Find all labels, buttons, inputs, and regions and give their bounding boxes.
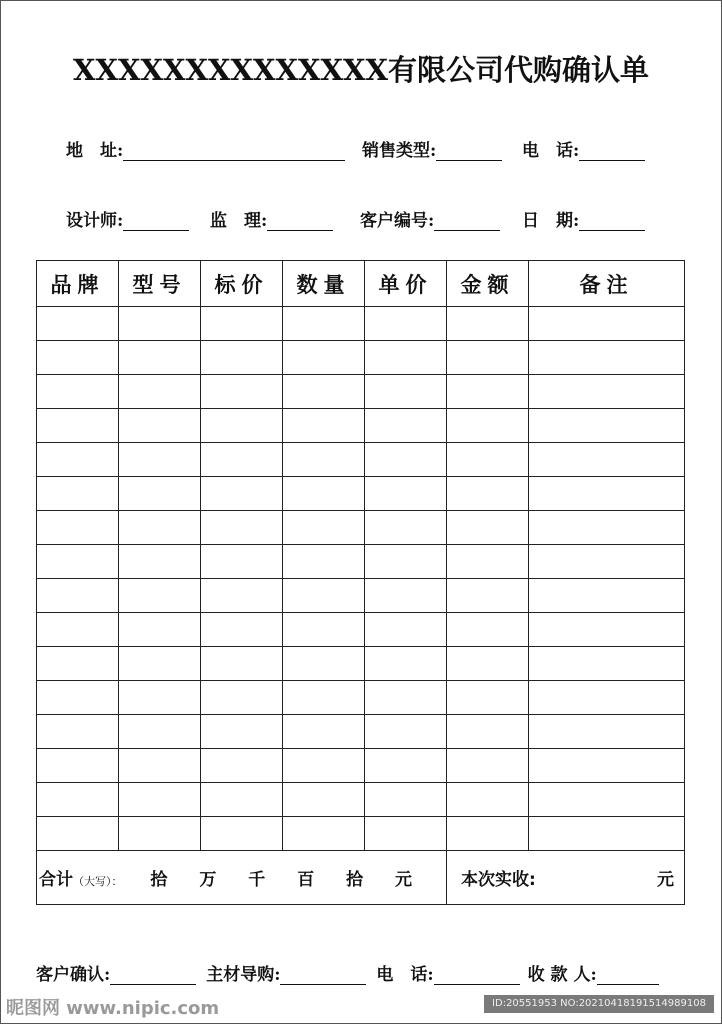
table-cell[interactable]	[447, 477, 529, 511]
table-row	[37, 681, 685, 715]
unit-bai: 百	[297, 870, 315, 890]
table-cell[interactable]	[201, 341, 283, 375]
total-cell[interactable]	[37, 851, 447, 905]
table-cell[interactable]	[201, 545, 283, 579]
table-cell[interactable]	[119, 307, 201, 341]
unit-shi: 拾	[150, 870, 168, 890]
table-cell[interactable]	[37, 477, 119, 511]
table-cell[interactable]	[365, 375, 447, 409]
table-row	[37, 307, 685, 341]
received-label: 本次实收:	[461, 870, 536, 890]
table-cell[interactable]	[37, 409, 119, 443]
table-cell[interactable]	[119, 613, 201, 647]
table-cell[interactable]	[447, 647, 529, 681]
table-cell[interactable]	[37, 579, 119, 613]
guide-label: 主材导购:	[206, 965, 281, 985]
table-cell[interactable]	[201, 749, 283, 783]
table-cell[interactable]	[37, 647, 119, 681]
table-cell[interactable]	[529, 715, 685, 749]
table-cell[interactable]	[283, 341, 365, 375]
table-cell[interactable]	[529, 307, 685, 341]
table-cell[interactable]	[37, 511, 119, 545]
table-cell[interactable]	[201, 817, 283, 851]
date-field[interactable]	[522, 206, 645, 231]
table-row	[37, 749, 685, 783]
table-cell[interactable]	[201, 307, 283, 341]
table-cell[interactable]	[529, 375, 685, 409]
table-row	[37, 341, 685, 375]
table-cell[interactable]	[283, 613, 365, 647]
table-cell[interactable]	[447, 613, 529, 647]
table-cell[interactable]	[201, 443, 283, 477]
designer-field[interactable]	[66, 206, 189, 231]
supervisor-field[interactable]	[210, 206, 333, 231]
table-cell[interactable]	[37, 307, 119, 341]
table-cell[interactable]	[447, 579, 529, 613]
received-cell[interactable]	[447, 851, 685, 905]
table-cell[interactable]	[201, 579, 283, 613]
table-row	[37, 375, 685, 409]
table-cell[interactable]	[529, 409, 685, 443]
table-row	[37, 511, 685, 545]
table-cell[interactable]	[119, 817, 201, 851]
table-cell[interactable]	[283, 749, 365, 783]
table-cell[interactable]	[529, 613, 685, 647]
table-row	[37, 477, 685, 511]
table-row	[37, 409, 685, 443]
table-cell[interactable]	[37, 715, 119, 749]
table-cell[interactable]	[529, 681, 685, 715]
table-cell[interactable]	[447, 817, 529, 851]
order-table	[36, 260, 685, 905]
table-cell[interactable]	[447, 443, 529, 477]
table-cell[interactable]	[37, 681, 119, 715]
table-cell[interactable]	[529, 341, 685, 375]
table-cell[interactable]	[37, 817, 119, 851]
table-cell[interactable]	[283, 783, 365, 817]
table-cell[interactable]	[447, 545, 529, 579]
table-row	[37, 817, 685, 851]
table-cell[interactable]	[529, 783, 685, 817]
table-cell[interactable]	[365, 443, 447, 477]
table-cell[interactable]	[201, 647, 283, 681]
table-row	[37, 715, 685, 749]
table-cell[interactable]	[529, 749, 685, 783]
table-row	[37, 613, 685, 647]
table-cell[interactable]	[283, 375, 365, 409]
table-cell[interactable]	[119, 715, 201, 749]
unit-yuan: 元	[395, 870, 413, 890]
table-cell[interactable]	[37, 341, 119, 375]
table-cell[interactable]	[283, 579, 365, 613]
table-cell[interactable]	[365, 341, 447, 375]
table-row	[37, 443, 685, 477]
table-cell[interactable]	[365, 715, 447, 749]
table-cell[interactable]	[365, 749, 447, 783]
table-cell[interactable]	[529, 647, 685, 681]
table-cell[interactable]	[119, 783, 201, 817]
table-cell[interactable]	[37, 783, 119, 817]
table-cell[interactable]	[365, 579, 447, 613]
watermark-left: 昵图网 www.nipic.com	[6, 998, 220, 1019]
table-row	[37, 783, 685, 817]
unit-qian: 千	[248, 870, 266, 890]
table-cell[interactable]	[37, 375, 119, 409]
table-cell[interactable]	[201, 613, 283, 647]
header-list-price: 标价	[201, 261, 283, 307]
table-cell[interactable]	[283, 545, 365, 579]
unit-wan: 万	[199, 870, 217, 890]
table-cell[interactable]	[529, 817, 685, 851]
table-cell[interactable]	[283, 409, 365, 443]
address-field[interactable]	[66, 136, 345, 161]
footer-row	[36, 960, 659, 985]
phone-field[interactable]	[522, 136, 645, 161]
table-cell[interactable]	[283, 477, 365, 511]
table-cell[interactable]	[119, 511, 201, 545]
table-cell[interactable]	[365, 681, 447, 715]
table-cell[interactable]	[529, 477, 685, 511]
table-cell[interactable]	[201, 375, 283, 409]
table-cell[interactable]	[119, 341, 201, 375]
table-cell[interactable]	[529, 545, 685, 579]
header-brand: 品牌	[37, 261, 119, 307]
table-cell[interactable]	[283, 647, 365, 681]
footer-phone-field[interactable]	[376, 965, 519, 985]
table-cell[interactable]	[447, 341, 529, 375]
table-cell[interactable]	[529, 443, 685, 477]
header-amount: 金额	[447, 261, 529, 307]
table-cell[interactable]	[447, 511, 529, 545]
table-cell[interactable]	[365, 511, 447, 545]
date-label: 日 期:	[522, 211, 580, 231]
table-cell[interactable]	[119, 443, 201, 477]
table-cell[interactable]	[283, 817, 365, 851]
table-cell[interactable]	[365, 477, 447, 511]
table-cell[interactable]	[37, 613, 119, 647]
total-note: （大写）：	[73, 875, 123, 888]
table-cell[interactable]	[447, 375, 529, 409]
sales-type-label: 销售类型:	[362, 141, 437, 161]
table-cell[interactable]	[201, 511, 283, 545]
address-label: 地 址:	[66, 141, 124, 161]
form-title: XXXXXXXXXXXXXX有限公司代购确认单	[72, 53, 649, 87]
table-cell[interactable]	[283, 681, 365, 715]
table-cell[interactable]	[119, 749, 201, 783]
table-cell[interactable]	[365, 409, 447, 443]
footer-phone-label: 电 话:	[376, 965, 434, 985]
table-row	[37, 545, 685, 579]
sales-type-field[interactable]	[362, 136, 502, 161]
guide-field[interactable]	[206, 965, 366, 985]
total-label: 合计	[39, 870, 73, 890]
customer-confirm-field[interactable]	[36, 965, 196, 985]
table-cell[interactable]	[283, 443, 365, 477]
table-cell[interactable]	[447, 681, 529, 715]
table-cell[interactable]	[119, 375, 201, 409]
table-cell[interactable]	[201, 409, 283, 443]
table-cell[interactable]	[201, 783, 283, 817]
table-cell[interactable]	[365, 817, 447, 851]
table-header-row	[37, 261, 685, 307]
table-cell[interactable]	[447, 715, 529, 749]
customer-no-field[interactable]	[360, 206, 500, 231]
designer-label: 设计师:	[66, 211, 124, 231]
table-cell[interactable]	[365, 613, 447, 647]
payee-field[interactable]	[528, 965, 659, 985]
table-cell[interactable]	[365, 307, 447, 341]
table-cell[interactable]	[119, 579, 201, 613]
payee-label: 收 款 人:	[527, 965, 597, 985]
table-cell[interactable]	[37, 749, 119, 783]
table-cell[interactable]	[365, 545, 447, 579]
table-cell[interactable]	[119, 545, 201, 579]
table-cell[interactable]	[365, 647, 447, 681]
table-cell[interactable]	[119, 647, 201, 681]
table-cell[interactable]	[201, 715, 283, 749]
amount-units	[150, 870, 438, 890]
table-cell[interactable]	[365, 783, 447, 817]
watermark-right: ID:20551953 NO:20210418191514989108	[484, 995, 714, 1013]
header-model: 型号	[119, 261, 201, 307]
table-cell[interactable]	[119, 681, 201, 715]
table-cell[interactable]	[529, 579, 685, 613]
table-cell[interactable]	[447, 307, 529, 341]
table-cell[interactable]	[283, 715, 365, 749]
phone-label: 电 话:	[522, 141, 580, 161]
table-cell[interactable]	[283, 307, 365, 341]
header-remarks: 备注	[529, 261, 685, 307]
table-cell[interactable]	[119, 477, 201, 511]
table-cell[interactable]	[37, 545, 119, 579]
customer-confirm-label: 客户确认:	[36, 965, 111, 985]
received-unit: 元	[657, 870, 674, 890]
table-cell[interactable]	[201, 681, 283, 715]
table-cell[interactable]	[119, 409, 201, 443]
table-row	[37, 579, 685, 613]
table-cell[interactable]	[447, 783, 529, 817]
summary-row	[37, 851, 685, 905]
supervisor-label: 监 理:	[210, 211, 268, 231]
table-cell[interactable]	[447, 409, 529, 443]
customer-no-label: 客户编号:	[360, 211, 435, 231]
table-cell[interactable]	[37, 443, 119, 477]
header-quantity: 数量	[283, 261, 365, 307]
table-row	[37, 647, 685, 681]
table-cell[interactable]	[201, 477, 283, 511]
header-unit-price: 单价	[365, 261, 447, 307]
table-cell[interactable]	[529, 511, 685, 545]
unit-shi-2: 拾	[346, 870, 364, 890]
table-cell[interactable]	[283, 511, 365, 545]
table-cell[interactable]	[447, 749, 529, 783]
